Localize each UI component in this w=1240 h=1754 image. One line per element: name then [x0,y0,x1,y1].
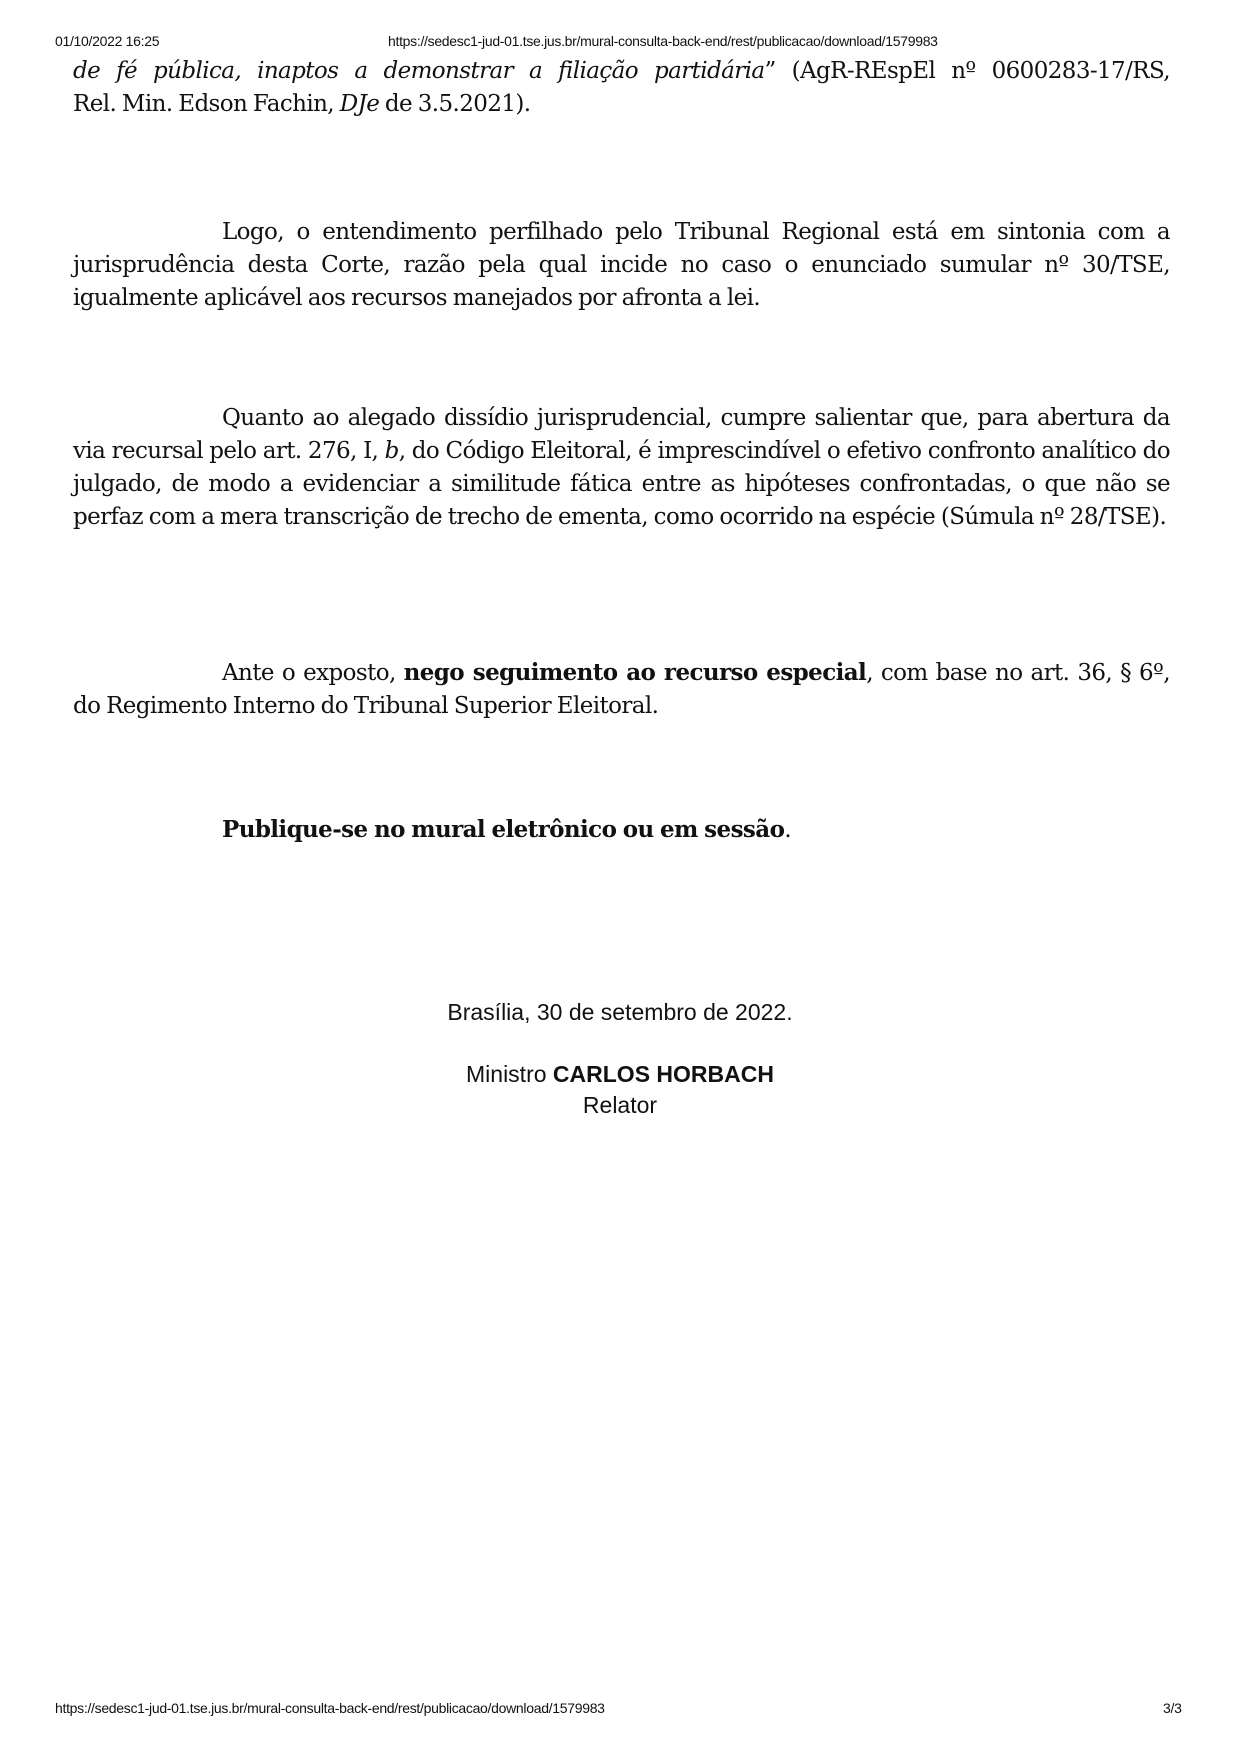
publish-suffix: . [784,817,792,843]
publish-bold: Publique-se no mural eletrônico ou em sessão [222,816,785,843]
paragraph-dissidio-part2: , do Código Eleitoral, é imprescindível o efetivo confronto analítico do julgado, de modo a evidenciar a similitude fática entre as hipóteses confrontadas, o que não se perfaz com a mera transcrição de trecho de ementa, como ocorrido na espécie (Súmula nº 28/TSE). [73,438,1170,530]
decision-bold: nego seguimento ao recurso especial [403,659,867,686]
print-header-url: https://sedesc1-jud-01.tse.jus.br/mural-consulta-back-end/rest/publicacao/download/1579983 [388,33,938,49]
signatory-title: Ministro [466,1061,553,1087]
print-footer-url: https://sedesc1-jud-01.tse.jus.br/mural-consulta-back-end/rest/publicacao/download/1579983 [55,1700,605,1716]
paragraph-decision [73,656,1170,723]
paragraph-dissidio-italic: b [384,438,399,464]
signatory-name: CARLOS HORBACH [552,1061,774,1087]
continuation-line-2 [73,88,1170,121]
quote-italic: de fé pública, inaptos a demonstrar a filiação partidária [73,58,765,84]
continuation-line-1 [73,55,1170,88]
page-indicator: 3/3 [1163,1700,1182,1716]
publish-instruction [222,813,1122,847]
paragraph-dissidio-part1: Quanto ao alegado dissídio jurisprudencial, cumpre salientar que, para abertura da via recursal pelo art. 276, I, [73,405,1170,464]
paragraph-jurisprudence: Logo, o entendimento perfilhado pelo Tribunal Regional está em sintonia com a jurisprudência desta Corte, razão pela qual incide no caso o enunciado sumular nº 30/TSE, igualmente aplicável aos recursos manejados por afronta a lei. [73,219,1170,311]
decision-suffix: , com base no art. 36, § 6º, do Regimento Interno do Tribunal Superior Eleitoral. [73,660,1170,719]
citation-date: de 3.5.2021). [379,91,531,117]
decision-prefix: Ante o exposto, [222,660,404,686]
paragraph-dissidio [73,402,1170,534]
continuation-paragraph [73,55,1170,121]
print-datetime: 01/10/2022 16:25 [55,33,160,49]
place-date: Brasília, 30 de setembro de 2022. [447,999,793,1025]
signatory-role: Relator [582,1092,658,1118]
citation: ” (AgR-REspEl nº 0600283-17/RS, [764,58,1170,84]
signatory [0,1061,1240,1088]
dje-italic: DJe [339,91,380,117]
citation-reporter: Rel. Min. Edson Fachin, [73,91,340,117]
